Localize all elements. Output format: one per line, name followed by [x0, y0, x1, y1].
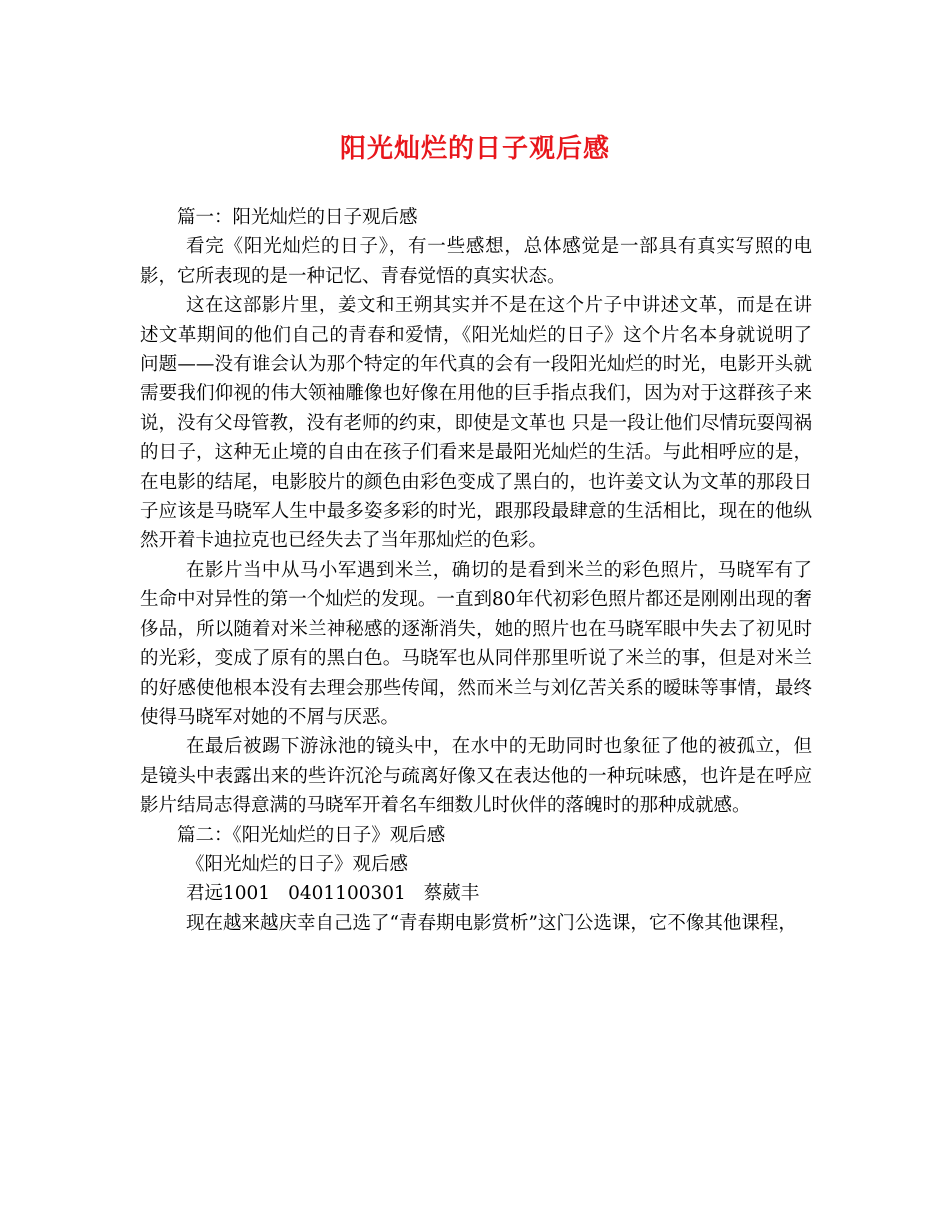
byline-class: 君远1001 — [186, 883, 271, 905]
paragraph-3: 在影片当中从马小军遇到米兰，确切的是看到米兰的彩色照片，马晓军有了生命中对异性的第一个灿烂的发现。一直到80年代初彩色照片都还是刚刚出现的奢侈品，所以随着对米兰神秘感的逐渐消失，她的照片也在马晓军眼中失去了初见时的光彩，变成了原有的黑白色。马晓军也从同伴那里听说了米兰的事，但是对米兰的好感使他根本没有去理会那些传闻，然而米兰与刘亿苦关系的暧昧等事情，最终使得马晓军对她的不屑与厌恶。 — [140, 559, 812, 728]
paragraph-5: 现在越来越庆幸自己选了“青春期电影赏析”这门公选课，它不像其他课程， — [186, 912, 797, 934]
paragraph-2: 这在这部影片里，姜文和王朔其实并不是在这个片子中讲述文革，而是在讲述文革期间的他们自己的青春和爱情，《阳光灿烂的日子》这个片名本身就说明了问题——没有谁会认为那个特定的年代真的会有一段阳光灿烂的时光，电影开头就需要我们仰视的伟大领袖雕像也好像在用他的巨手指点我们，因为对于这群孩子来说，没有父母管教，没有老师的约束，即使是文革也 只是一段让他们尽情玩耍闯祸的日子，这种无止境的自由在孩子们看来是最阳光灿烂的生活。与此相呼应的是，在电影的结尾，电影胶片的颜色由彩色变成了黑白的，也许姜文认为文革的那段日子应该是马晓军人生中最多姿多彩的时光，跟那段最肆意的生活相比，现在的他纵然开着卡迪拉克也已经失去了当年那灿烂的色彩。 — [140, 295, 812, 552]
byline-student-id: 0401100301 — [288, 883, 406, 905]
byline-author-name: 蔡葳丰 — [423, 883, 480, 905]
document-title: 阳光灿烂的日子观后感 — [339, 134, 610, 164]
section-heading-1: 篇一：阳光灿烂的日子观后感 — [177, 207, 418, 228]
paragraph-4: 在最后被踢下游泳池的镜头中，在水中的无助同时也象征了他的被孤立，但是镜头中表露出来的些许沉沦与疏离好像又在表达他的一种玩味感，也许是在呼应影片结局志得意满的马晓军开着名车细数儿时伙伴的落魄时的那种成就感。 — [140, 736, 812, 817]
paragraph-1: 看完《阳光灿烂的日子》，有一些感想，总体感觉是一部具有真实写照的电影，它所表现的是一种记忆、青春觉悟的真实状态。 — [140, 236, 812, 287]
document-body — [140, 203, 812, 938]
author-byline — [140, 879, 812, 908]
section-subtitle: 《阳光灿烂的日子》观后感 — [186, 853, 409, 875]
section-heading-2: 篇二：《阳光灿烂的日子》观后感 — [177, 824, 446, 846]
